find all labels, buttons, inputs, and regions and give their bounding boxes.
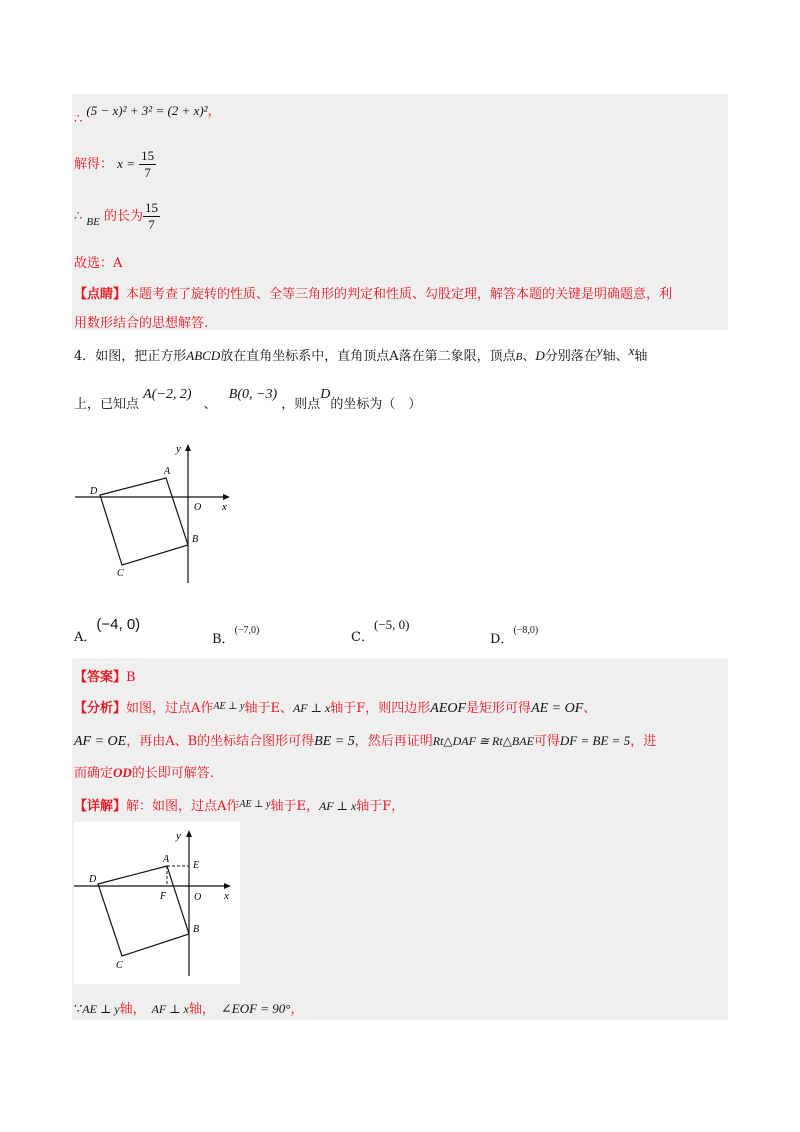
answer-line xyxy=(74,666,136,685)
comment-line-1 xyxy=(74,283,672,302)
because-line xyxy=(74,998,304,1017)
x-fraction xyxy=(139,148,156,181)
option-a[interactable] xyxy=(74,614,141,645)
label-y-2: y xyxy=(176,830,181,842)
be-length-text: 的长为 xyxy=(104,209,144,224)
option-b-value: (−7,0) xyxy=(234,625,260,636)
analysis-text-2c: 可得 xyxy=(533,734,560,749)
analysis-text-3b: 的长即可解答. xyxy=(131,766,214,781)
option-d-letter: D． xyxy=(490,632,514,647)
comment-tag: 【点睛】 xyxy=(74,287,127,302)
comment-text-1: 本题考查了旋转的性质、全等三角形的判定和性质、勾股定理，解答本题的关键是明确题意，利 xyxy=(126,287,673,302)
question-mid: 放在直角坐标系中，直角顶点A落在第二象限，顶点 xyxy=(220,349,516,364)
point-d: D xyxy=(320,387,331,402)
question-line-1 xyxy=(74,345,647,364)
quad-aeof: AEOF xyxy=(430,701,467,716)
comment-line-2: 用数形结合的思想解答. xyxy=(74,316,209,331)
label-o-2: O xyxy=(194,892,202,903)
therefore-symbol: ∴ xyxy=(74,112,83,127)
fraction-numerator: 15 xyxy=(141,148,155,163)
square-abcd xyxy=(100,478,188,565)
comma-cn: 、 xyxy=(583,701,597,716)
question-mid-2: 分别落在 xyxy=(544,349,597,364)
af-eq-oe: AF = OE xyxy=(74,734,127,749)
y-axis-arrow-2 xyxy=(186,830,192,837)
question-line2-suffix: 的坐标为（ ） xyxy=(330,397,422,412)
detail-af-perp-x: AF ⊥ x xyxy=(318,799,357,813)
vertex-d: D xyxy=(535,348,545,363)
angle-eof: ∠EOF = 90° xyxy=(220,1001,291,1016)
because-axis-2: 轴， xyxy=(188,1002,215,1017)
analysis-text-2d: ，进 xyxy=(630,734,657,749)
detail-line-1 xyxy=(74,795,404,814)
label-x-2: x xyxy=(224,890,229,902)
separator-2: 、 xyxy=(203,397,217,412)
question-line2-prefix: 上，已知点 xyxy=(74,397,140,412)
x-axis-arrow xyxy=(223,494,230,500)
be-fraction xyxy=(143,200,160,233)
question-prefix: 4．如图，把正方形 xyxy=(74,349,187,364)
x-variable: x = xyxy=(117,156,135,171)
label-d: D xyxy=(90,486,98,497)
be-length-line xyxy=(74,200,160,233)
od-segment: OD xyxy=(113,765,132,780)
label-b: B xyxy=(192,534,199,545)
label-o: O xyxy=(194,502,202,513)
detail-figure xyxy=(70,824,240,979)
separator: 、 xyxy=(522,349,536,364)
y-axis-text: 轴、 xyxy=(602,349,629,364)
analysis-text-3a: 而确定 xyxy=(74,766,114,781)
label-e-2: E xyxy=(193,860,200,871)
answer-tag: 【答案】 xyxy=(74,670,127,685)
option-a-value: (−4, 0) xyxy=(96,616,141,633)
detail-axis-e: 轴于E， xyxy=(270,799,319,814)
y-axis-arrow xyxy=(185,444,191,451)
be-eq-5: BE = 5 xyxy=(314,734,355,749)
x-axis-symbol: x xyxy=(628,343,635,358)
detail-axis-f: 轴于F， xyxy=(356,799,405,814)
option-c-letter: C． xyxy=(351,630,374,645)
option-d[interactable] xyxy=(490,618,539,647)
option-b[interactable] xyxy=(212,618,260,647)
point-a: A(−2, 2) xyxy=(143,387,192,402)
label-c-2: C xyxy=(116,960,123,971)
therefore-symbol-2: ∴ xyxy=(74,209,83,224)
answer-value: B xyxy=(126,670,136,685)
detail-tag: 【详解】 xyxy=(74,799,127,814)
analysis-tag: 【分析】 xyxy=(74,701,127,716)
point-b: B(0, −3) xyxy=(228,387,278,402)
square-name: ABCD xyxy=(186,348,221,363)
af-perp-x: AF ⊥ x xyxy=(292,701,331,715)
equation-line xyxy=(74,100,221,127)
label-x: x xyxy=(222,501,227,513)
analysis-text-2b: ，然后再证明 xyxy=(354,734,433,749)
label-a-2: A xyxy=(163,854,170,865)
x-axis-text: 轴 xyxy=(634,349,648,364)
fraction-denominator: 7 xyxy=(144,165,151,180)
because-ae: AE ⊥ y xyxy=(82,1002,120,1016)
analysis-text-2a: ，再由A、B的坐标结合图形可得 xyxy=(126,734,315,749)
option-d-value: (−8,0) xyxy=(513,625,539,636)
ae-perp-y: AE ⊥ y xyxy=(213,701,245,712)
axis-at-e: 轴于E、 xyxy=(244,701,293,716)
square-figure xyxy=(70,438,240,588)
be-fraction-numerator: 15 xyxy=(145,200,159,215)
label-d-2: D xyxy=(89,874,97,885)
detail-ae-perp-y: AE ⊥ y xyxy=(239,799,271,810)
detail-text-1: 解：如图，过点A作 xyxy=(126,799,240,814)
label-b-2: B xyxy=(193,924,200,935)
option-b-letter: B． xyxy=(212,632,235,647)
label-c: C xyxy=(117,568,124,579)
analysis-line-3 xyxy=(74,762,214,781)
vertex-b: B xyxy=(515,351,523,363)
answer-choice-line: 故选：A xyxy=(74,256,123,271)
because-axis: 轴， xyxy=(119,1002,146,1017)
df-eq-be: DF = BE = 5 xyxy=(559,733,631,748)
analysis-line-2 xyxy=(74,730,656,750)
label-f-2: F xyxy=(160,891,167,902)
equation: (5 − x)² + 3² = (2 + x)² xyxy=(86,103,208,118)
option-c-value: (−5, 0) xyxy=(373,617,410,632)
label-a: A xyxy=(164,466,171,477)
y-axis-symbol: y xyxy=(596,343,603,358)
be-fraction-denominator: 7 xyxy=(148,217,155,232)
congruence: Rt△DAF ≅ Rt△BAE xyxy=(432,734,534,748)
because-af: AF ⊥ x xyxy=(151,1002,189,1016)
label-y: y xyxy=(176,443,181,455)
question-line-2 xyxy=(74,383,422,412)
square-abcd-2 xyxy=(98,866,189,956)
solve-label: 解得： xyxy=(74,157,114,172)
ae-eq-of: AE = OF xyxy=(531,701,584,716)
x-axis-arrow-2 xyxy=(224,883,231,889)
question-line2-mid: ，则点 xyxy=(281,397,321,412)
be-variable: BE xyxy=(86,216,100,228)
because-symbol: ∵ xyxy=(74,1002,83,1017)
analysis-text-1: 如图，过点A作 xyxy=(126,701,214,716)
analysis-line-1 xyxy=(74,697,596,717)
option-c[interactable] xyxy=(351,614,410,645)
option-a-letter: A． xyxy=(74,630,97,645)
angle-end: ， xyxy=(290,1002,304,1017)
solve-line xyxy=(74,148,156,181)
axis-at-f: 轴于F，则四边形 xyxy=(330,701,431,716)
rect-text: 是矩形可得 xyxy=(466,701,532,716)
equation-comma: ， xyxy=(207,104,221,119)
